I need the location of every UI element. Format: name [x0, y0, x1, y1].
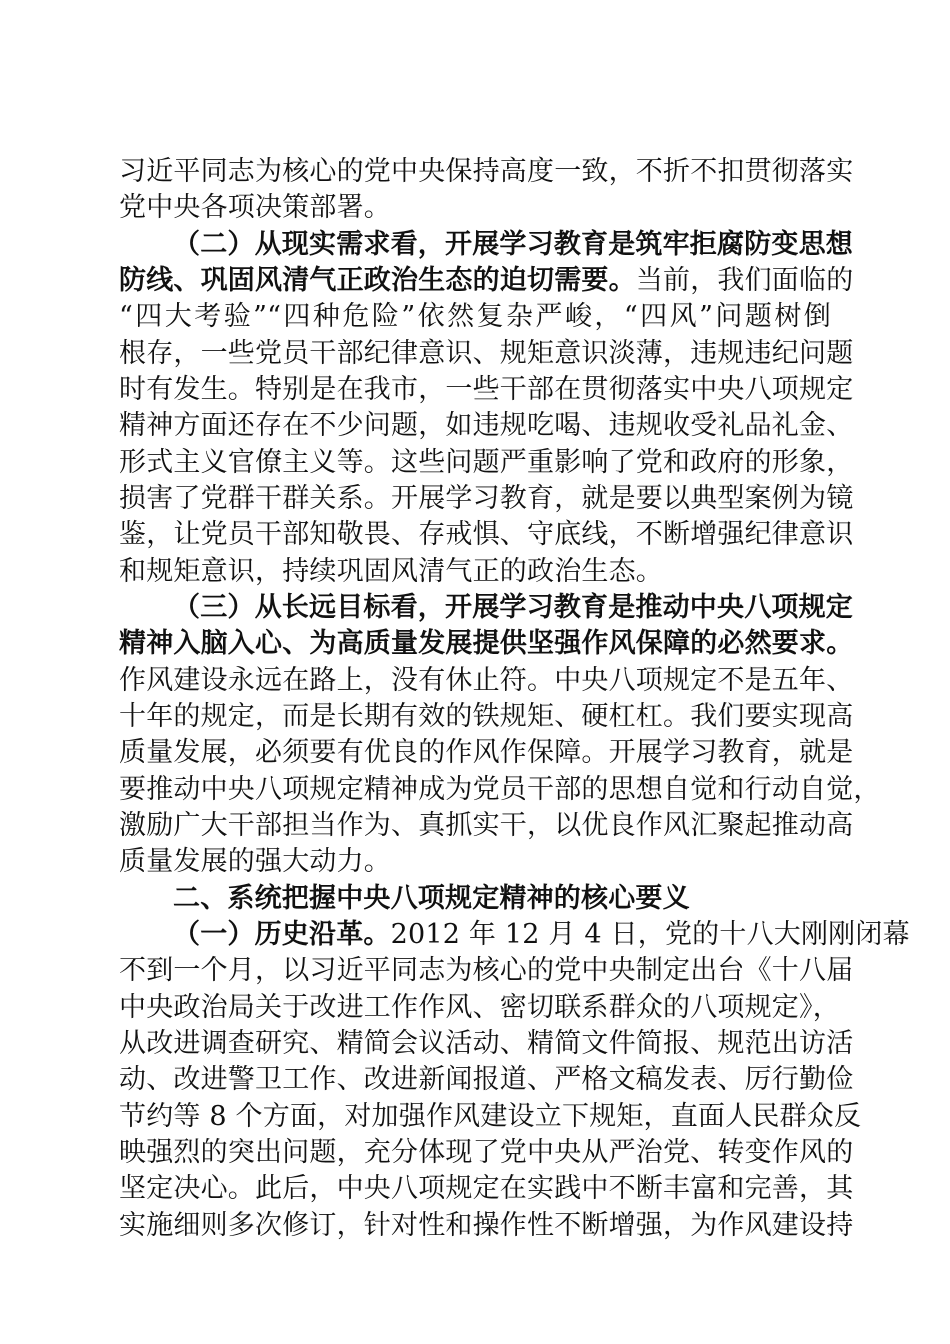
paragraph-line: 时有发生。特别是在我市，一些干部在贯彻落实中央八项规定: [119, 374, 854, 405]
section-heading: 二、系统把握中央八项规定精神的核心要义: [173, 883, 690, 914]
paragraph-line: 要推动中央八项规定精神成为党员干部的思想自觉和行动自觉，: [119, 774, 881, 805]
paragraph-line: 党中央各项决策部署。: [119, 192, 391, 223]
paragraph-line: “四大考验”“四种危险”依然复杂严峻，“四风”问题树倒: [119, 301, 831, 332]
paragraph-line: 动、改进警卫工作、改进新闻报道、严格文稿发表、厉行勤俭: [119, 1064, 854, 1095]
paragraph-line: [119, 263, 854, 299]
paragraph-line: 质量发展，必须要有优良的作风作保障。开展学习教育，就是: [119, 737, 854, 768]
paragraph-line: 精神方面还存在不少问题，如违规吃喝、违规收受礼品礼金、: [119, 410, 854, 441]
paragraph-line: 映强烈的突出问题，充分体现了党中央从严治党、转变作风的: [119, 1137, 854, 1168]
paragraph-lead-bold: （一）历史沿革。: [173, 919, 391, 950]
paragraph-line: 激励广大干部担当作为、真抓实干，以优良作风汇聚起推动高: [119, 810, 854, 841]
paragraph-line: 坚定决心。此后，中央八项规定在实践中不断丰富和完善，其: [119, 1173, 854, 1204]
paragraph-lead-bold: 精神入脑入心、为高质量发展提供坚强作风保障的必然要求。: [119, 628, 854, 659]
paragraph-lead-bold: 防线、巩固风清气正政治生态的迫切需要。: [119, 265, 636, 296]
paragraph-lead-bold: （三）从长远目标看，开展学习教育是推动中央八项规定: [173, 592, 853, 623]
paragraph-line: 不到一个月，以习近平同志为核心的党中央制定出台《十八届: [119, 955, 854, 986]
paragraph-line: 质量发展的强大动力。: [119, 846, 391, 877]
paragraph-line: [173, 917, 910, 953]
paragraph-text: 当前，我们面临的: [635, 265, 854, 296]
paragraph-lead-bold: （二）从现实需求看，开展学习教育是筑牢拒腐防变思想: [173, 229, 853, 260]
paragraph-text: 2012 年 12 月 4 日，党的十八大刚刚闭幕: [390, 919, 910, 950]
paragraph-line: 从改进调查研究、精简会议活动、精简文件简报、规范出访活: [119, 1028, 854, 1059]
paragraph-line: 损害了党群干群关系。开展学习教育，就是要以典型案例为镜: [119, 483, 854, 514]
paragraph-line: 习近平同志为核心的党中央保持高度一致，不折不扣贯彻落实: [119, 156, 854, 187]
paragraph-line: 鉴，让党员干部知敬畏、存戒惧、守底线，不断增强纪律意识: [119, 519, 854, 550]
paragraph-line: 十年的规定，而是长期有效的铁规矩、硬杠杠。我们要实现高: [119, 701, 854, 732]
paragraph-line: 节约等 8 个方面，对加强作风建设立下规矩，直面人民群众反: [119, 1101, 862, 1132]
paragraph-line: 根存，一些党员干部纪律意识、规矩意识淡薄，违规违纪问题: [119, 338, 854, 369]
paragraph-line: 形式主义官僚主义等。这些问题严重影响了党和政府的形象，: [119, 447, 854, 478]
paragraph-line: 中央政治局关于改进工作作风、密切联系群众的八项规定》，: [119, 992, 840, 1023]
paragraph-line: 实施细则多次修订，针对性和操作性不断增强，为作风建设持: [119, 1210, 854, 1241]
paragraph-line: 和规矩意识，持续巩固风清气正的政治生态。: [119, 556, 663, 587]
paragraph-line: 作风建设永远在路上，没有休止符。中央八项规定不是五年、: [119, 665, 854, 696]
